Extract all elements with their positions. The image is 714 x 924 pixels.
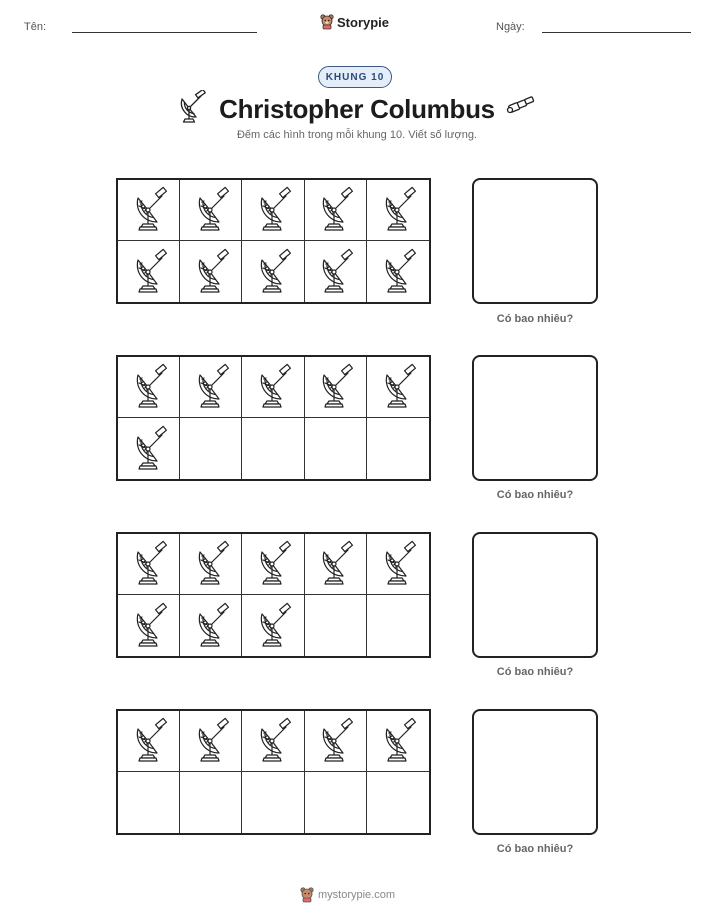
frame-cell	[305, 534, 367, 595]
frame-cell	[242, 357, 304, 418]
footer	[300, 886, 414, 904]
ten-frame-4	[116, 709, 431, 835]
frame-cell	[118, 180, 180, 241]
sextant-icon	[131, 717, 167, 765]
sextant-icon	[193, 248, 229, 296]
frame-cell	[367, 180, 429, 241]
frame-cell	[367, 241, 429, 302]
sextant-icon	[380, 186, 416, 234]
sextant-icon	[131, 602, 167, 650]
frame-cell	[242, 534, 304, 595]
frame-cell	[242, 772, 304, 833]
instructions: Đếm các hình trong mỗi khung 10. Viết số lượng.	[236, 129, 477, 141]
frame-cell	[180, 534, 242, 595]
worksheet-badge: KHUNG 10	[318, 66, 392, 88]
frame-cell	[180, 595, 242, 656]
frame-cell	[118, 357, 180, 418]
question-label-1: Có bao nhiêu?	[496, 313, 574, 325]
sextant-icon	[255, 602, 291, 650]
name-line[interactable]	[72, 32, 257, 33]
brand-name: Storypie	[337, 14, 390, 30]
frame-cell	[305, 241, 367, 302]
frame-cell	[305, 711, 367, 772]
sextant-icon	[255, 363, 291, 411]
answer-box-2[interactable]	[472, 355, 598, 481]
frame-cell	[180, 772, 242, 833]
frame-cell	[305, 357, 367, 418]
question-label-4: Có bao nhiêu?	[496, 843, 574, 855]
sextant-icon	[317, 248, 353, 296]
sextant-icon	[193, 602, 229, 650]
sextant-icon	[255, 248, 291, 296]
frame-cell	[242, 418, 304, 479]
answer-box-4[interactable]	[472, 709, 598, 835]
frame-cell	[242, 595, 304, 656]
frame-cell	[367, 534, 429, 595]
frame-cell	[180, 711, 242, 772]
sextant-icon	[131, 186, 167, 234]
frame-cell	[118, 418, 180, 479]
footer-url[interactable]: mystorypie.com	[318, 889, 396, 901]
frame-cell	[305, 180, 367, 241]
answer-box-1[interactable]	[472, 178, 598, 304]
bear-mascot-icon	[320, 14, 334, 30]
frame-cell	[367, 772, 429, 833]
sextant-icon	[317, 540, 353, 588]
date-line[interactable]	[542, 32, 691, 33]
name-label: Tên:	[24, 21, 47, 33]
question-label-2: Có bao nhiêu?	[496, 489, 574, 501]
frame-cell	[180, 180, 242, 241]
sextant-icon	[193, 363, 229, 411]
sextant-icon	[255, 540, 291, 588]
frame-cell	[180, 241, 242, 302]
bear-mascot-icon	[300, 887, 314, 903]
frame-cell	[367, 418, 429, 479]
frame-cell	[367, 711, 429, 772]
ten-frame-2	[116, 355, 431, 481]
sextant-icon	[131, 425, 167, 473]
date-label: Ngày:	[496, 21, 525, 33]
sextant-icon	[380, 540, 416, 588]
sextant-icon	[193, 717, 229, 765]
frame-cell	[242, 180, 304, 241]
frame-cell	[118, 241, 180, 302]
sextant-icon	[317, 717, 353, 765]
frame-cell	[242, 711, 304, 772]
sextant-icon	[131, 540, 167, 588]
question-label-3: Có bao nhiêu?	[496, 666, 574, 678]
sextant-icon	[193, 540, 229, 588]
frame-cell	[180, 357, 242, 418]
frame-cell	[305, 772, 367, 833]
sextant-icon	[380, 248, 416, 296]
frame-cell	[118, 534, 180, 595]
frame-cell	[180, 418, 242, 479]
frame-cell	[367, 357, 429, 418]
sextant-icon	[131, 363, 167, 411]
frame-cell	[118, 595, 180, 656]
sextant-icon	[255, 717, 291, 765]
telescope-icon	[506, 96, 536, 116]
sextant-icon	[131, 248, 167, 296]
frame-cell	[242, 241, 304, 302]
sextant-icon	[380, 363, 416, 411]
sextant-icon	[317, 363, 353, 411]
frame-cell	[118, 772, 180, 833]
sextant-icon	[317, 186, 353, 234]
frame-cell	[305, 418, 367, 479]
page-title: Christopher Columbus	[219, 94, 495, 124]
frame-cell	[367, 595, 429, 656]
brand-logo	[320, 12, 400, 32]
sextant-icon	[193, 186, 229, 234]
answer-box-3[interactable]	[472, 532, 598, 658]
ten-frame-1	[116, 178, 431, 304]
frame-cell	[118, 711, 180, 772]
sextant-icon	[255, 186, 291, 234]
frame-cell	[305, 595, 367, 656]
ten-frame-3	[116, 532, 431, 658]
sextant-icon	[380, 717, 416, 765]
